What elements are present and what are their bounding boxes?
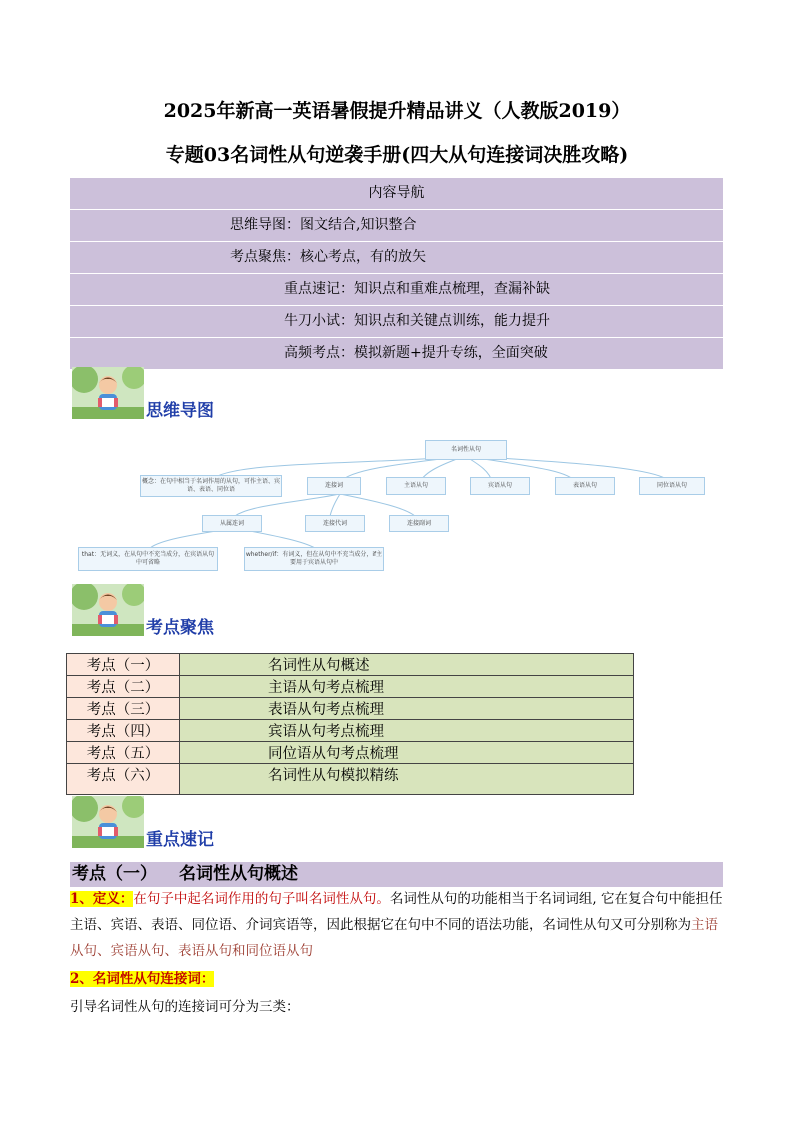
table-row: 考点（六） 名词性从句模拟精练	[67, 764, 634, 795]
nav-item-practice: 牛刀小试：知识点和关键点训练，能力提升	[70, 306, 723, 338]
content-navigation	[70, 178, 723, 370]
mindmap-concept: 概念：在句中相当于名词作用的从句，可作主语、宾语、表语、同位语	[140, 475, 282, 497]
table-row: 考点（三） 表语从句考点梳理	[67, 698, 634, 720]
nav-item-mindmap: 思维导图：图文结合,知识整合	[70, 210, 723, 242]
nav-item-focus: 考点聚焦：核心考点，有的放矢	[70, 242, 723, 274]
nav-item-notes: 重点速记：知识点和重难点梳理，查漏补缺	[70, 274, 723, 306]
table-row: 考点（四） 宾语从句考点梳理	[67, 720, 634, 742]
document-title: 2025年新高一英语暑假提升精品讲义（人教版2019）	[163, 100, 631, 122]
mindmap-node-subordinators: 从属连词	[202, 515, 262, 532]
mindmap-node-adverbs: 连接副词	[389, 515, 449, 532]
mindmap-node-predicative: 表语从句	[555, 477, 615, 495]
nav-item-highfreq: 高频考点：模拟新题+提升专练，全面突破	[70, 338, 723, 370]
mindmap-node-object: 宾语从句	[470, 477, 530, 495]
mindmap-node-appositive: 同位语从句	[639, 477, 705, 495]
section-focus-heading: 考点聚焦	[72, 584, 214, 636]
nav-header: 内容导航	[70, 178, 723, 210]
table-row: 考点（五） 同位语从句考点梳理	[67, 742, 634, 764]
kaodian-one-heading: 考点（一） 名词性从句概述	[70, 862, 723, 887]
mindmap-node-pronouns: 连接代词	[305, 515, 365, 532]
mindmap-node-that: that：无词义，在从句中不充当成分，在宾语从句中可省略	[78, 547, 218, 571]
connectors-intro: 引导名词性从句的连接词可分为三类：	[70, 999, 300, 1015]
mindmap-node-subject: 主语从句	[386, 477, 446, 495]
table-row: 考点（一） 名词性从句概述	[67, 654, 634, 676]
section-mindmap-heading: 思维导图	[72, 367, 214, 419]
section-notes-heading: 重点速记	[72, 796, 214, 848]
reading-child-icon	[72, 796, 144, 848]
definition-paragraph: 1、定义：在句子中起名词作用的句子叫名词性从句。名词性从句的功能相当于名词词组, 它在复合句中能担任主语、宾语、表语、同位语、介词宾语等，因此根据它在句中不同的语法功能，名词性从句又可分别称为主语从句、宾语从句、表语从句和同位语从句	[70, 891, 723, 959]
kaodian-table	[66, 653, 634, 795]
connectors-heading: 2、名词性从句连接词：	[70, 971, 215, 987]
reading-child-icon	[72, 584, 144, 636]
reading-child-icon	[72, 367, 144, 419]
table-row: 考点（二） 主语从句考点梳理	[67, 676, 634, 698]
document-subtitle: 专题03名词性从句逆袭手册(四大从句连接词决胜攻略)	[165, 144, 629, 166]
mindmap-node-connectors: 连接词	[307, 477, 361, 495]
mindmap-root: 名词性从句	[425, 440, 507, 460]
mindmap-node-whether: whether/if：有词义，但在从句中不充当成分，if主要用于宾语从句中	[244, 547, 384, 571]
